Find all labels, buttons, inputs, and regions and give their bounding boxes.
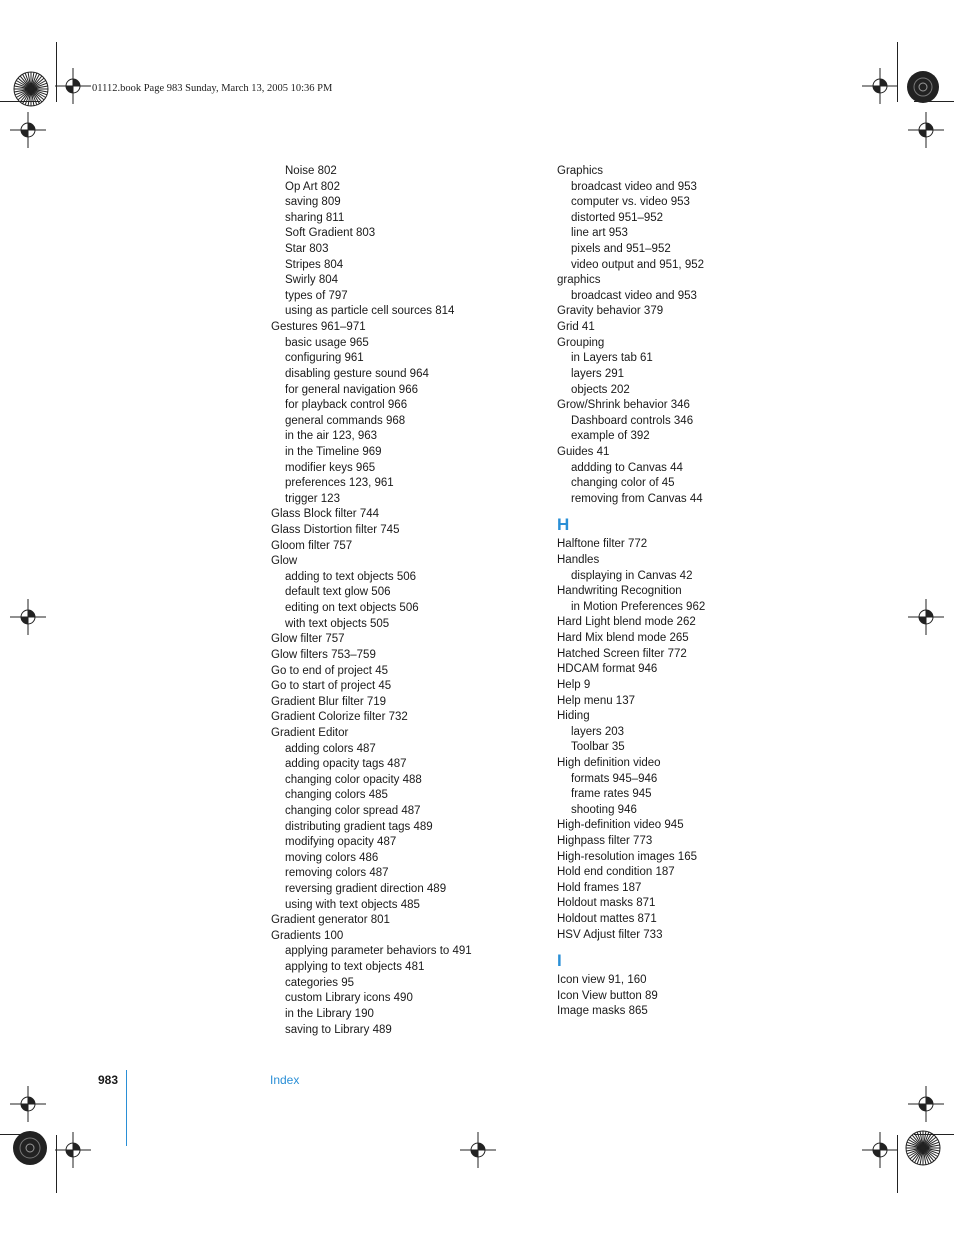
index-entry: Hold end condition 187	[557, 866, 675, 879]
index-entry: Halftone filter 772	[557, 538, 648, 551]
index-subentry: in Layers tab 61	[571, 352, 653, 365]
index-subentry: layers 291	[571, 367, 625, 380]
index-subentry: shooting 946	[571, 803, 637, 816]
index-subentry: modifier keys 965	[285, 461, 376, 474]
index-subentry: in the Library 190	[285, 1007, 374, 1020]
crosshair-register-mark-icon	[10, 112, 46, 148]
crosshair-register-mark-icon	[55, 68, 91, 104]
index-entry: Gradient generator 801	[271, 914, 390, 927]
crosshair-register-mark-icon	[10, 599, 46, 635]
index-subentry: frame rates 945	[571, 788, 652, 801]
index-subentry: objects 202	[571, 383, 630, 396]
index-entry: Gravity behavior 379	[557, 305, 664, 318]
index-entry: Gestures 961–971	[271, 321, 366, 334]
index-entry: Grow/Shrink behavior 346	[557, 399, 690, 412]
index-subentry: distorted 951–952	[571, 211, 664, 224]
index-subentry: addding to Canvas 44	[571, 461, 683, 474]
index-entry: Hatched Screen filter 772	[557, 647, 687, 660]
print-slug-header: 01112.book Page 983 Sunday, March 13, 2005 10:36 PM	[92, 83, 333, 94]
crosshair-register-mark-icon	[55, 1132, 91, 1168]
index-entry: Grouping	[557, 336, 605, 349]
index-entry: Hold frames 187	[557, 881, 642, 894]
index-subentry: trigger 123	[285, 492, 340, 505]
index-letter-heading: I	[557, 951, 562, 971]
index-subentry: video output and 951, 952	[571, 258, 705, 271]
index-entry: Handles	[557, 554, 600, 567]
index-subentry: editing on text objects 506	[285, 602, 419, 615]
crop-line	[56, 1135, 57, 1193]
index-subentry: default text glow 506	[285, 586, 391, 599]
index-entry: Hiding	[557, 710, 590, 723]
crosshair-register-mark-icon	[862, 1132, 898, 1168]
index-entry: High definition video	[557, 756, 661, 769]
index-subentry: changing colors 485	[285, 789, 388, 802]
index-entry: Gloom filter 757	[271, 539, 353, 552]
index-entry: Help 9	[557, 678, 591, 691]
footer-section-title: Index	[270, 1073, 300, 1087]
index-entry: Hard Light blend mode 262	[557, 616, 696, 629]
index-subentry: Star 803	[285, 243, 329, 256]
index-subentry: removing colors 487	[285, 867, 389, 880]
index-subentry: changing color opacity 488	[285, 773, 422, 786]
index-entry: Glow filter 757	[271, 633, 345, 646]
index-entry: Glass Distortion filter 745	[271, 524, 400, 537]
index-subentry: categories 95	[285, 976, 355, 989]
index-entry: Gradients 100	[271, 929, 344, 942]
crosshair-register-mark-icon	[10, 1086, 46, 1122]
index-subentry: moving colors 486	[285, 851, 379, 864]
index-subentry: configuring 961	[285, 352, 364, 365]
index-entry: Glow	[271, 555, 298, 568]
index-subentry: Soft Gradient 803	[285, 227, 376, 240]
sunburst-register-mark-icon	[12, 70, 50, 108]
index-column-left	[271, 164, 541, 1038]
index-entry: Graphics	[557, 165, 604, 177]
index-entry: Icon view 91, 160	[557, 974, 647, 987]
index-subentry: line art 953	[571, 227, 628, 240]
crosshair-register-mark-icon	[862, 68, 898, 104]
crosshair-register-mark-icon	[460, 1132, 496, 1168]
index-entry: Go to start of project 45	[271, 680, 392, 693]
index-column-right	[557, 164, 827, 1020]
index-subentry: in the air 123, 963	[285, 430, 378, 443]
index-entry: Glow filters 753–759	[271, 648, 376, 661]
index-entry: Go to end of project 45	[271, 664, 388, 677]
index-entry: Guides 41	[557, 445, 610, 458]
crosshair-register-mark-icon	[908, 112, 944, 148]
index-subentry: in Motion Preferences 962	[571, 600, 706, 613]
crop-line	[0, 1134, 40, 1135]
target-register-mark-icon	[906, 70, 940, 104]
index-subentry: applying to text objects 481	[285, 961, 425, 974]
index-subentry: general commands 968	[285, 414, 406, 427]
index-entry: Holdout mattes 871	[557, 913, 657, 926]
index-entry: Hard Mix blend mode 265	[557, 632, 689, 645]
index-subentry: Dashboard controls 346	[571, 414, 694, 427]
index-entry: Glass Block filter 744	[271, 508, 380, 521]
index-entry: Gradient Colorize filter 732	[271, 711, 408, 724]
index-subentry: in the Timeline 969	[285, 445, 382, 458]
index-subentry: adding opacity tags 487	[285, 758, 407, 771]
index-entry: Holdout masks 871	[557, 897, 656, 910]
index-subentry: for general navigation 966	[285, 383, 418, 396]
index-subentry: Noise 802	[285, 165, 337, 177]
index-subentry: changing color of 45	[571, 477, 675, 490]
index-subentry: broadcast video and 953	[571, 180, 697, 193]
index-subentry: saving 809	[285, 196, 341, 209]
index-entry: Grid 41	[557, 321, 595, 334]
index-entry: High-definition video 945	[557, 819, 684, 832]
index-subentry: custom Library icons 490	[285, 992, 413, 1005]
index-subentry: example of 392	[571, 430, 650, 443]
index-subentry: using as particle cell sources 814	[285, 305, 455, 318]
index-subentry: with text objects 505	[285, 617, 390, 630]
index-subentry: saving to Library 489	[285, 1023, 392, 1036]
index-entry: Icon View button 89	[557, 989, 658, 1002]
index-subentry: Op Art 802	[285, 180, 340, 193]
index-entry: HDCAM format 946	[557, 663, 658, 676]
index-subentry: computer vs. video 953	[571, 196, 690, 209]
index-entry: Handwriting Recognition	[557, 585, 682, 598]
index-entry: Help menu 137	[557, 694, 635, 707]
index-subentry: layers 203	[571, 725, 625, 738]
index-entry: Gradient Editor	[271, 726, 349, 739]
crop-line	[914, 1134, 954, 1135]
crop-line	[897, 1135, 898, 1193]
index-subentry: adding to text objects 506	[285, 570, 417, 583]
crosshair-register-mark-icon	[908, 599, 944, 635]
index-subentry: changing color spread 487	[285, 804, 421, 817]
index-subentry: broadcast video and 953	[571, 289, 697, 302]
crop-line	[0, 101, 40, 102]
index-subentry: Toolbar 35	[571, 741, 625, 754]
target-register-mark-icon	[12, 1130, 48, 1166]
index-subentry: Stripes 804	[285, 258, 344, 271]
crop-line	[56, 42, 57, 102]
index-entry: Image masks 865	[557, 1005, 648, 1018]
index-subentry: reversing gradient direction 489	[285, 883, 447, 896]
index-subentry: pixels and 951–952	[571, 243, 671, 256]
index-subentry: for playback control 966	[285, 399, 408, 412]
index-subentry: displaying in Canvas 42	[571, 569, 693, 582]
index-subentry: distributing gradient tags 489	[285, 820, 433, 833]
page-number: 983	[98, 1073, 119, 1087]
footer-divider	[126, 1070, 127, 1146]
sunburst-register-mark-icon	[905, 1130, 941, 1166]
index-subentry: applying parameter behaviors to 491	[285, 945, 472, 958]
index-subentry: disabling gesture sound 964	[285, 367, 429, 380]
index-subentry: adding colors 487	[285, 742, 376, 755]
index-entry: HSV Adjust filter 733	[557, 928, 663, 941]
index-entry: High-resolution images 165	[557, 850, 697, 863]
index-subentry: basic usage 965	[285, 336, 369, 349]
index-subentry: removing from Canvas 44	[571, 492, 703, 505]
index-subentry: using with text objects 485	[285, 898, 420, 911]
index-subentry: Swirly 804	[285, 274, 339, 287]
index-subentry: sharing 811	[285, 211, 345, 224]
index-subentry: types of 797	[285, 289, 348, 302]
index-subentry: modifying opacity 487	[285, 836, 397, 849]
index-subentry: formats 945–946	[571, 772, 658, 785]
crop-line	[897, 42, 898, 102]
crop-line	[914, 101, 954, 102]
index-letter-heading: H	[557, 515, 570, 535]
index-entry: Highpass filter 773	[557, 834, 653, 847]
index-entry: Gradient Blur filter 719	[271, 695, 387, 708]
crosshair-register-mark-icon	[908, 1086, 944, 1122]
index-subentry: preferences 123, 961	[285, 477, 394, 490]
index-entry: graphics	[557, 274, 601, 287]
